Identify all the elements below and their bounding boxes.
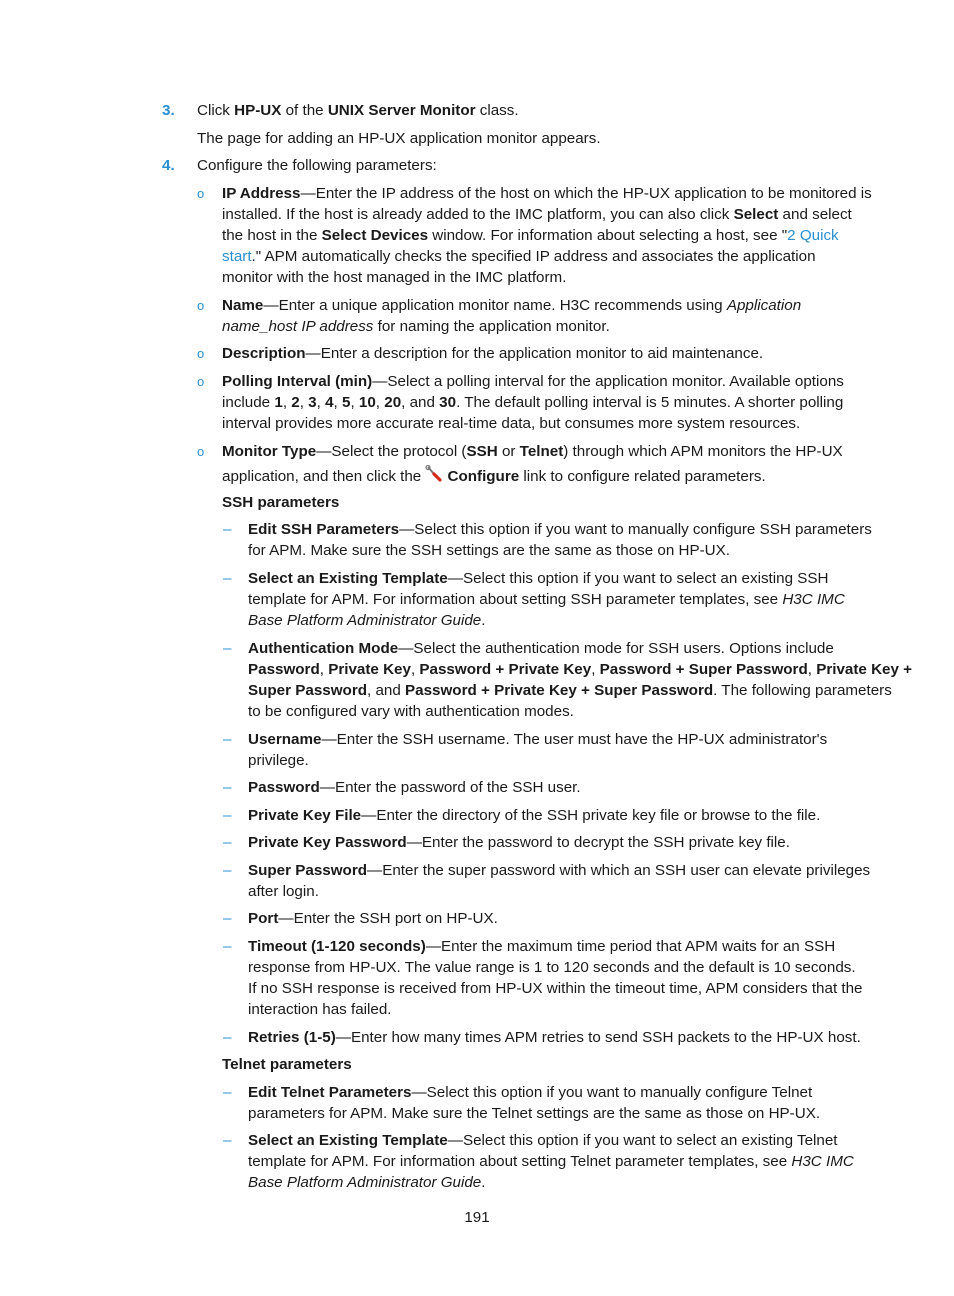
dash-marker: – — [223, 1029, 232, 1046]
param-select-existing-template-ssh: – Select an Existing Template—Select this option if you want to select an existing SSH template for APM. For information about setting SSH parameter templates, see H3C IMC Base Platform Administrator Guide. — [223, 570, 845, 629]
dash-marker: – — [223, 1084, 232, 1101]
param-select-existing-template-telnet: – Select an Existing Template—Select this option if you want to select an existing Telnet template for APM. For information about setting Telnet parameter templates, see H3C IMC Base Platform Administrator Guide. — [223, 1132, 854, 1191]
param-super-password: – Super Password—Enter the super password with which an SSH user can elevate privileges after login. — [223, 862, 871, 900]
param-private-key-file: – Private Key File—Enter the directory of the SSH private key file or browse to the file. — [223, 807, 821, 824]
dash-marker: – — [223, 640, 232, 657]
bullet-marker: o — [197, 444, 205, 459]
page-number: 191 — [464, 1209, 490, 1226]
param-username: – Username—Enter the SSH username. The user must have the HP-UX administrator's privilege. — [223, 731, 828, 769]
step-number: 4. — [162, 157, 175, 174]
bullet-marker: o — [197, 374, 205, 389]
param-edit-telnet-parameters: – Edit Telnet Parameters—Select this option if you want to manually configure Telnet parameters for APM. Make sure the Telnet settings are the same as those on HP-UX. — [223, 1084, 821, 1122]
step-number: 3. — [162, 102, 175, 119]
configure-wrench-icon[interactable] — [425, 465, 443, 483]
document-page: 3. Click HP-UX of the UNIX Server Monitor class. The page for adding an HP-UX application monitor appears. 4. Configure the following parameters: o IP Address—Enter the IP address of the host on which the HP-UX application to be monitored is installed. If the host is already added to the IMC platform, you can also click Select and select the host in the Select Devices window. For information about selecting a host, see "2 Quick start." APM automatically checks the specified IP address and associates the application monitor with the host managed in the IMC platform. o Name—Enter a unique application monitor name. H3C recommends using Application name_host IP address for naming the application monitor. o Description—Enter a description for the application monitor to aid maintenance. o Polling Interval (min)—Select a polling interval for the application monitor. Available options include 1, 2, 3, 4, 5, 10, 20, and 30. The default polling interval is 5 minutes. A shorter polling interval provides more accurate real-time data, but consumes more system resources. o Monitor Type—Select the protocol (SSH or Telnet) through which APM monitors the HP-UX application, and then click the Configure link to configure related parameters. SSH parameters – Edit SSH Parameters—Select this option if you want to manually configure SSH parameters for APM. Make sure the SSH settings are the same as those on HP-UX. – Select an Existing Template—Select this option if you want to select an existing SSH template for APM. For information about setting SSH parameter templates, see H3C IMC Base Platform Administrator Guide. – Authentication Mode—Select the authentication mode for SSH users. Options include Password, Private Key, Password + Private Key, Password + Super Password, Private Key + Super Password, and Password + Private Key + Super Password. The following parameters to be configured vary with authentication modes. – Username—Enter the SSH username. The user must have the HP-UX administrator's privilege. – Password—Enter the password of the SSH user. – Private Key File—Enter the directory of the SSH private key file or browse to the file. – Private Key Password—Enter the password to decrypt the SSH private key file. – Super Password—Enter the super password with which an SSH user can elevate privileges after login. – Port—Enter the SSH port on HP-UX. – Timeout (1-120 seconds)—Enter the maximum time period that APM waits for an SSH response from HP-UX. The value range is 1 to 120 seconds and the default is 10 seconds. If no SSH response is received from HP-UX within the timeout time, APM considers that the interaction has failed. – Retries (1-5)—Enter how many times APM retries to send SSH packets to the HP-UX host. Telnet parameters – Edit Telnet Parameters—Select this option if you want to manually configure Telnet parameters for APM. Make sure the Telnet settings are the same as those on HP-UX. – Select an Existing Template—Select this option if you want to select an existing Telnet template for APM. For information about setting Telnet parameter templates, see H3C IMC Base Platform Administrator Guide. 191 — [0, 0, 954, 1296]
param-retries: – Retries (1-5)—Enter how many times APM retries to send SSH packets to the HP-UX host. — [223, 1029, 861, 1046]
step-3-result: The page for adding an HP-UX application monitor appears. — [197, 130, 601, 147]
param-ip-address: o IP Address—Enter the IP address of the host on which the HP-UX application to be monitored is installed. If the host is already added to the IMC platform, you can also click Select and select the host in the Select Devices window. For information about selecting a host, see "2 Quick start." APM automatically checks the specified IP address and associates the application monitor with the host managed in the IMC platform. — [197, 185, 872, 286]
bullet-marker: o — [197, 346, 205, 361]
param-edit-ssh-parameters: – Edit SSH Parameters—Select this option if you want to manually configure SSH parameters for APM. Make sure the SSH settings are the same as those on HP-UX. — [223, 521, 872, 559]
dash-marker: – — [223, 1132, 232, 1149]
param-monitor-type: o Monitor Type—Select the protocol (SSH or Telnet) through which APM monitors the HP-UX application, and then click the Configure link to configure related parameters. — [197, 443, 843, 485]
bullet-marker: o — [197, 298, 205, 313]
dash-marker: – — [223, 862, 232, 879]
param-name: o Name—Enter a unique application monitor name. H3C recommends using Application name_host IP address for naming the application monitor. — [197, 297, 802, 335]
dash-marker: – — [223, 910, 232, 927]
param-timeout: – Timeout (1-120 seconds)—Enter the maximum time period that APM waits for an SSH response from HP-UX. The value range is 1 to 120 seconds and the default is 10 seconds. If no SSH response is received from HP-UX within the timeout time, APM considers that the interaction has failed. — [223, 938, 863, 1018]
ssh-parameters-heading: SSH parameters — [222, 494, 340, 511]
quick-start-link[interactable]: 2 Quick — [787, 227, 839, 244]
dash-marker: – — [223, 521, 232, 538]
telnet-parameters-heading: Telnet parameters — [222, 1056, 352, 1073]
param-port: – Port—Enter the SSH port on HP-UX. — [223, 910, 498, 927]
quick-start-link-cont[interactable]: start — [222, 248, 252, 265]
dash-marker: – — [223, 807, 232, 824]
dash-marker: – — [223, 938, 232, 955]
dash-marker: – — [223, 731, 232, 748]
dash-marker: – — [223, 834, 232, 851]
bullet-marker: o — [197, 186, 205, 201]
param-private-key-password: – Private Key Password—Enter the password to decrypt the SSH private key file. — [223, 834, 790, 851]
param-description: o Description—Enter a description for the application monitor to aid maintenance. — [197, 345, 764, 362]
dash-marker: – — [223, 779, 232, 796]
hp-ux-label: HP-UX — [234, 102, 282, 119]
param-password: – Password—Enter the password of the SSH user. — [223, 779, 581, 796]
unix-server-monitor-label: UNIX Server Monitor — [327, 102, 476, 119]
dash-marker: – — [223, 570, 232, 587]
param-polling-interval: o Polling Interval (min)—Select a polling interval for the application monitor. Available options include 1, 2, 3, 4, 5, 10, 20, and 30. The default polling interval is 5 minutes. A shorter polling interval provides more accurate real-time data, but consumes more system resources. — [197, 373, 844, 432]
param-authentication-mode: – Authentication Mode—Select the authentication mode for SSH users. Options include Password, Private Key, Password + Private Key, Password + Super Password, Private Key + Super Password, and Password + Private Key + Super Password. The following parameters to be configured vary with authentication modes. — [223, 640, 913, 720]
configure-link[interactable]: Configure — [447, 468, 520, 485]
